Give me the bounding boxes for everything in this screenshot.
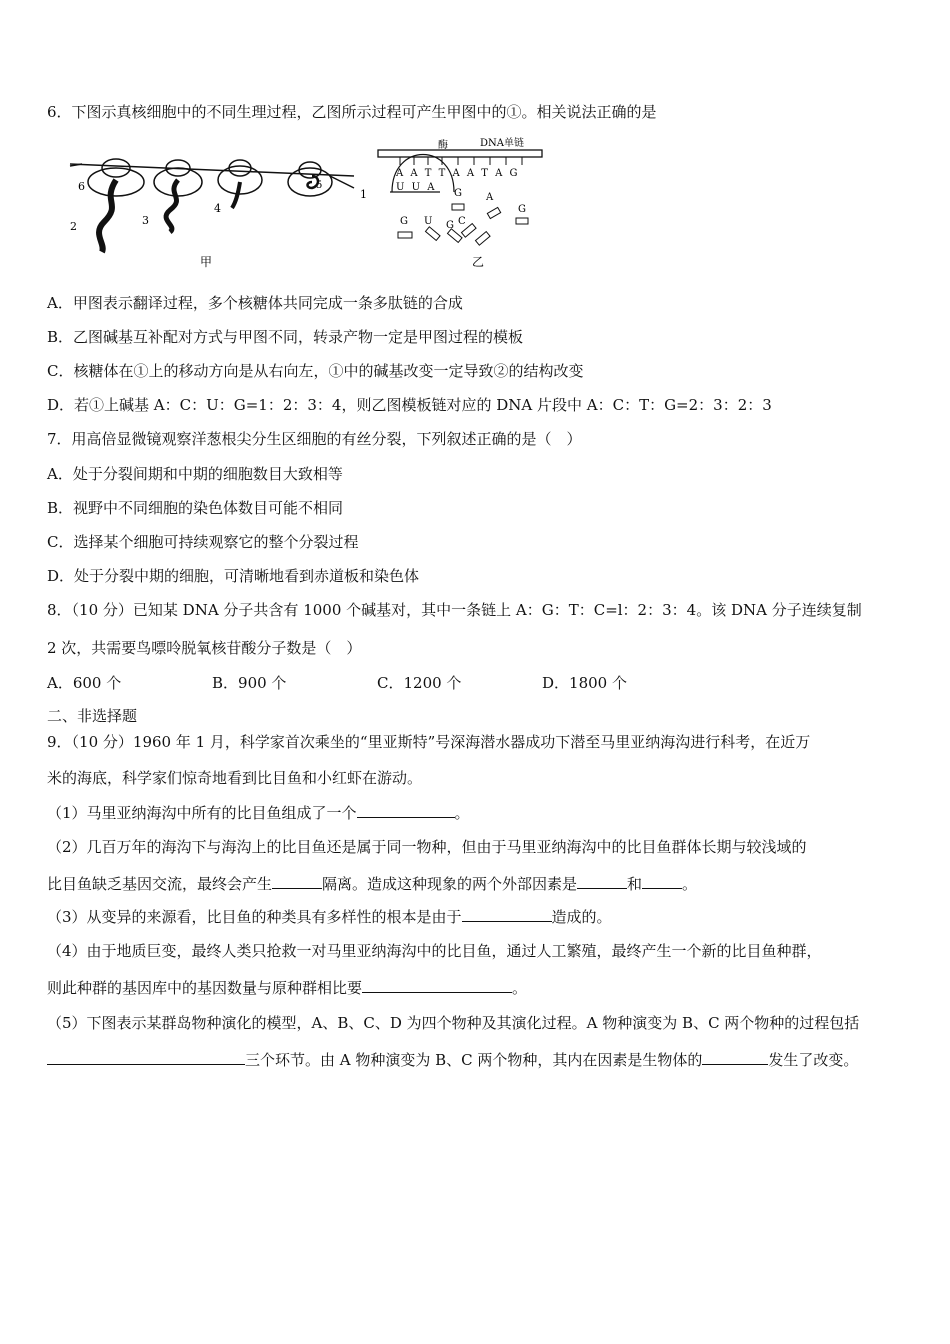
answer-blank[interactable] [272,874,322,889]
nucleotide-u: U [424,216,433,227]
label-1: 1 [360,188,367,201]
enzyme-label: 酶 [438,140,448,151]
q9-part1 [47,803,470,823]
q8-option-a: A．600 个 [47,674,122,692]
nucleotide-a: A [486,192,494,203]
q9-part2-text-c: 和 [627,875,643,893]
q6-option-d: D．若①上碱基 A：C：U：G=1：2：3：4，则乙图模板链对应的 DNA 片段中 A：C：T：G=2：3：2：3 [47,396,772,414]
q9-stem-line2: 米的海底，科学家们惊奇地看到比目鱼和小红虾在游动。 [47,769,423,787]
q8-option-b: B．900 个 [212,674,287,692]
figure-yi [378,136,542,269]
q9-part1-text: （1）马里亚纳海沟中所有的比目鱼组成了一个 [47,804,357,822]
answer-blank[interactable] [362,978,512,993]
template-bases: A A T T A A T A G [396,168,520,179]
q9-part5-line1: （5）下图表示某群岛物种演化的模型，A、B、C、D 为四个物种及其演化过程。A 物种演变为 B、C 两个物种的过程包括 [47,1014,860,1032]
answer-blank[interactable] [357,803,455,818]
q9-part1-end: 。 [454,804,470,822]
q8-options [47,673,627,693]
section-heading: 二、非选择题 [47,707,138,725]
q6-option-c: C．核糖体在①上的移动方向是从右向左，①中的碱基改变一定导致②的结构改变 [47,362,584,380]
q6-option-a: A．甲图表示翻译过程，多个核糖体共同完成一条多肽链的合成 [47,294,463,312]
figure-jia [70,159,367,269]
nucleotide-g4: G [518,204,526,215]
nucleotide-g2: G [400,216,408,227]
answer-blank[interactable] [462,907,552,922]
q9-part2-line1: （2）几百万年的海沟下与海沟上的比目鱼还是属于同一物种，但由于马里亚纳海沟中的比目鱼群体长期与较浅域的 [47,838,807,856]
q9-part5-text: 三个环节。由 A 物种演变为 B、C 两个物种，其内在因素是生物体的 [245,1051,703,1069]
q6-figure [62,132,552,272]
label-5: 5 [316,180,323,191]
answer-blank[interactable] [47,1050,245,1065]
label-6: 6 [78,180,85,193]
q9-part5-end: 发生了改变。 [768,1051,859,1069]
caption-jia: 甲 [200,255,213,269]
answer-blank[interactable] [702,1050,768,1065]
q7-stem: 7．用高倍显微镜观察洋葱根尖分生区细胞的有丝分裂，下列叙述正确的是（ ） [47,430,582,448]
q6-stem: 6．下图示真核细胞中的不同生理过程，乙图所示过程可产生甲图中的①。相关说法正确的是 [47,103,657,121]
label-2: 2 [70,220,77,233]
q7-option-d: D．处于分裂中期的细胞，可清晰地看到赤道板和染色体 [47,567,420,585]
q9-part2-text-b: 隔离。造成这种现象的两个外部因素是 [322,875,578,893]
dna-strand-label: DNA单链 [480,138,524,149]
q6-option-b: B．乙图碱基互补配对方式与甲图不同，转录产物一定是甲图过程的模板 [47,328,524,346]
q8-stem-line1: 8．（10 分）已知某 DNA 分子共含有 1000 个碱基对，其中一条链上 A：G：T：C=l：2：3：4。该 DNA 分子连续复制 [47,601,862,619]
q9-part4-text: 则此种群的基因库中的基因数量与原种群相比要 [47,979,363,997]
q9-part3-text: （3）从变异的来源看，比目鱼的种类具有多样性的根本是由于 [47,908,462,926]
q9-part4-end: 。 [512,979,528,997]
q8-option-c: C．1200 个 [377,674,462,692]
answer-blank[interactable] [577,874,627,889]
q7-option-b: B．视野中不同细胞的染色体数目可能不相同 [47,499,344,517]
answer-blank[interactable] [642,874,682,889]
label-4: 4 [214,202,221,215]
caption-yi: 乙 [472,255,485,269]
q8-option-d: D．1800 个 [542,674,627,692]
q9-part5-line2 [47,1050,858,1070]
q9-part4-line2 [47,978,527,998]
rna-bases: U U A [396,182,437,193]
q9-part2-end: 。 [682,875,698,893]
nucleotide-g3: G [446,220,454,231]
q9-part3-end: 造成的。 [551,908,612,926]
q9-part2-text-a: 比目鱼缺乏基因交流，最终会产生 [47,875,273,893]
q7-option-c: C．选择某个细胞可持续观察它的整个分裂过程 [47,533,359,551]
q7-option-a: A．处于分裂间期和中期的细胞数目大致相等 [47,465,343,483]
q9-part4-line1: （4）由于地质巨变，最终人类只抢救一对马里亚纳海沟中的比目鱼，通过人工繁殖，最终产生一个新的比目鱼种群， [47,942,822,960]
label-3: 3 [142,214,149,227]
q8-stem-line2: 2 次，共需要鸟嘌呤脱氧核苷酸分子数是（ ） [47,639,362,657]
nucleotide-g1: G [454,188,462,199]
nucleotide-c: C [458,216,466,227]
q9-part2-line2 [47,874,697,894]
q9-stem-line1: 9．（10 分）1960 年 1 月，科学家首次乘坐的“里亚斯特”号深海潜水器成功下潜至马里亚纳海沟进行科考，在近万 [47,733,811,751]
q9-part3 [47,907,612,927]
